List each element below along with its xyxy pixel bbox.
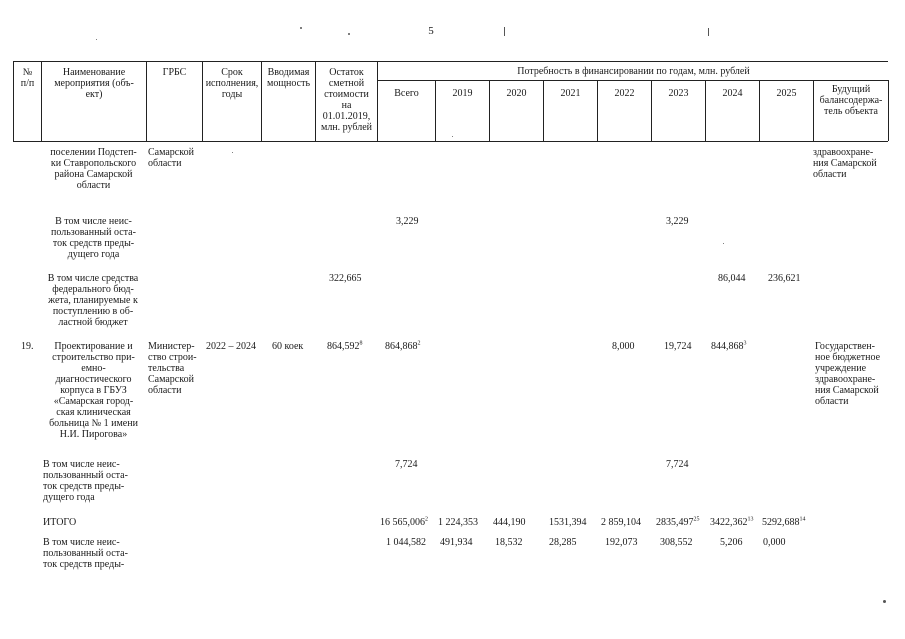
row-federal-remainder: 322,665	[329, 273, 362, 284]
row-unused-name: В том числе неис- пользованный оста- ток средств преды- дущего года	[51, 216, 136, 260]
last-row-2021: 28,285	[549, 537, 577, 548]
total-2024	[710, 517, 754, 528]
header-total: Всего	[378, 80, 436, 141]
header-year-2023: 2023	[652, 80, 706, 141]
row19-remainder	[327, 341, 363, 352]
total-2020: 444,190	[493, 517, 526, 528]
page-number: 5	[428, 25, 434, 37]
last-row-total: 1 044,582	[386, 537, 426, 548]
last-row-2020: 18,532	[495, 537, 523, 548]
total-2025	[762, 517, 806, 528]
header-year-2021: 2021	[544, 80, 598, 141]
total-all	[380, 517, 428, 528]
total-2022: 2 859,104	[601, 517, 641, 528]
row19-total	[385, 341, 421, 352]
row19-capacity: 60 коек	[272, 341, 304, 352]
last-row-2022: 192,073	[605, 537, 638, 548]
header-grbs: ГРБС	[147, 62, 203, 141]
header-num: № п/п	[14, 62, 42, 141]
row-federal-name: В том числе средства федерального бюд- жета, планируемые к поступлению в об- ластной бюджет	[47, 273, 139, 328]
header-name: Наименование мероприятия (объ- ект)	[42, 62, 147, 141]
total-all-footnote: 2	[425, 516, 428, 523]
header-holder: Будущий балансодержа- тель объекта	[814, 80, 889, 141]
row19-num: 19.	[21, 341, 34, 352]
header-year-2019: 2019	[436, 80, 490, 141]
scan-speck	[96, 39, 97, 40]
row19-term: 2022 – 2024	[206, 341, 256, 352]
total-label: ИТОГО	[43, 517, 77, 528]
row19-2022: 8,000	[612, 341, 635, 352]
header-year-2025: 2025	[760, 80, 814, 141]
header-need-group	[378, 62, 889, 141]
scan-speck	[723, 243, 724, 244]
row19-2024-footnote: 3	[743, 340, 747, 347]
total-all-value: 16 565,006	[380, 517, 425, 528]
total-2025-value: 5292,688	[762, 517, 800, 528]
last-row-2025: 0,000	[763, 537, 786, 548]
last-row-2019: 491,934	[440, 537, 473, 548]
row-unused-total: 3,229	[396, 216, 419, 227]
cont-grbs: Самарской области	[148, 147, 194, 169]
row19-total-value: 864,868	[385, 341, 418, 352]
row-federal-2024: 86,044	[718, 273, 746, 284]
header-year-2020: 2020	[490, 80, 544, 141]
scan-speck	[232, 152, 233, 153]
row-federal-2025: 236,621	[768, 273, 801, 284]
cont-name: поселении Подстеп- ки Ставропольского района Самарской области	[50, 147, 137, 191]
total-2023	[656, 517, 700, 528]
last-row-name: В том числе неис- пользованный оста- ток средств преды-	[43, 537, 128, 570]
total-2023-value: 2835,497	[656, 517, 694, 528]
scan-speck	[883, 600, 886, 603]
last-row-2023: 308,552	[660, 537, 693, 548]
table-header	[13, 61, 888, 142]
row19-holder: Государствен- ное бюджетное учреждение здравоохране- ния Самарской области	[815, 341, 881, 407]
row19-total-footnote: 2	[417, 340, 421, 347]
last-row-2024: 5,206	[720, 537, 743, 548]
total-2024-value: 3422,362	[710, 517, 748, 528]
header-year-2024: 2024	[706, 80, 760, 141]
total-2025-footnote: 14	[799, 516, 806, 523]
header-capacity: Вводимая мощность	[262, 62, 316, 141]
row19-grbs: Министер- ство строи- тельства Самарской области	[148, 341, 197, 396]
row19-unused-2023: 7,724	[666, 459, 689, 470]
row19-2024-value: 844,868	[711, 341, 744, 352]
row19-remainder-value: 864,592	[327, 341, 360, 352]
total-2024-footnote: 13	[747, 516, 754, 523]
row19-2023: 19,724	[664, 341, 692, 352]
row-unused-2023: 3,229	[666, 216, 689, 227]
cont-holder: здравоохране- ния Самарской области	[813, 147, 877, 180]
total-2019: 1 224,353	[438, 517, 478, 528]
header-term: Срок исполнения, годы	[203, 62, 262, 141]
row19-remainder-footnote: 8	[359, 340, 363, 347]
total-2021: 1531,394	[549, 517, 587, 528]
row19-unused-total: 7,724	[395, 459, 418, 470]
row19-unused-name: В том числе неис- пользованный оста- ток средств преды- дущего года	[43, 459, 128, 503]
header-need-group-title: Потребность в финансировании по годам, млн. рублей	[517, 66, 750, 77]
row19-name: Проектирование и строительство при- емно- диагностического корпуса в ГБУЗ «Самарская город- ская клиническая больница № 1 имени Н.И. Пирогова»	[49, 341, 138, 440]
header-year-2022: 2022	[598, 80, 652, 141]
header-remainder: Остаток сметной стоимости на 01.01.2019, млн. рублей	[316, 62, 378, 141]
total-2023-footnote: 25	[693, 516, 700, 523]
row19-2024	[711, 341, 747, 352]
